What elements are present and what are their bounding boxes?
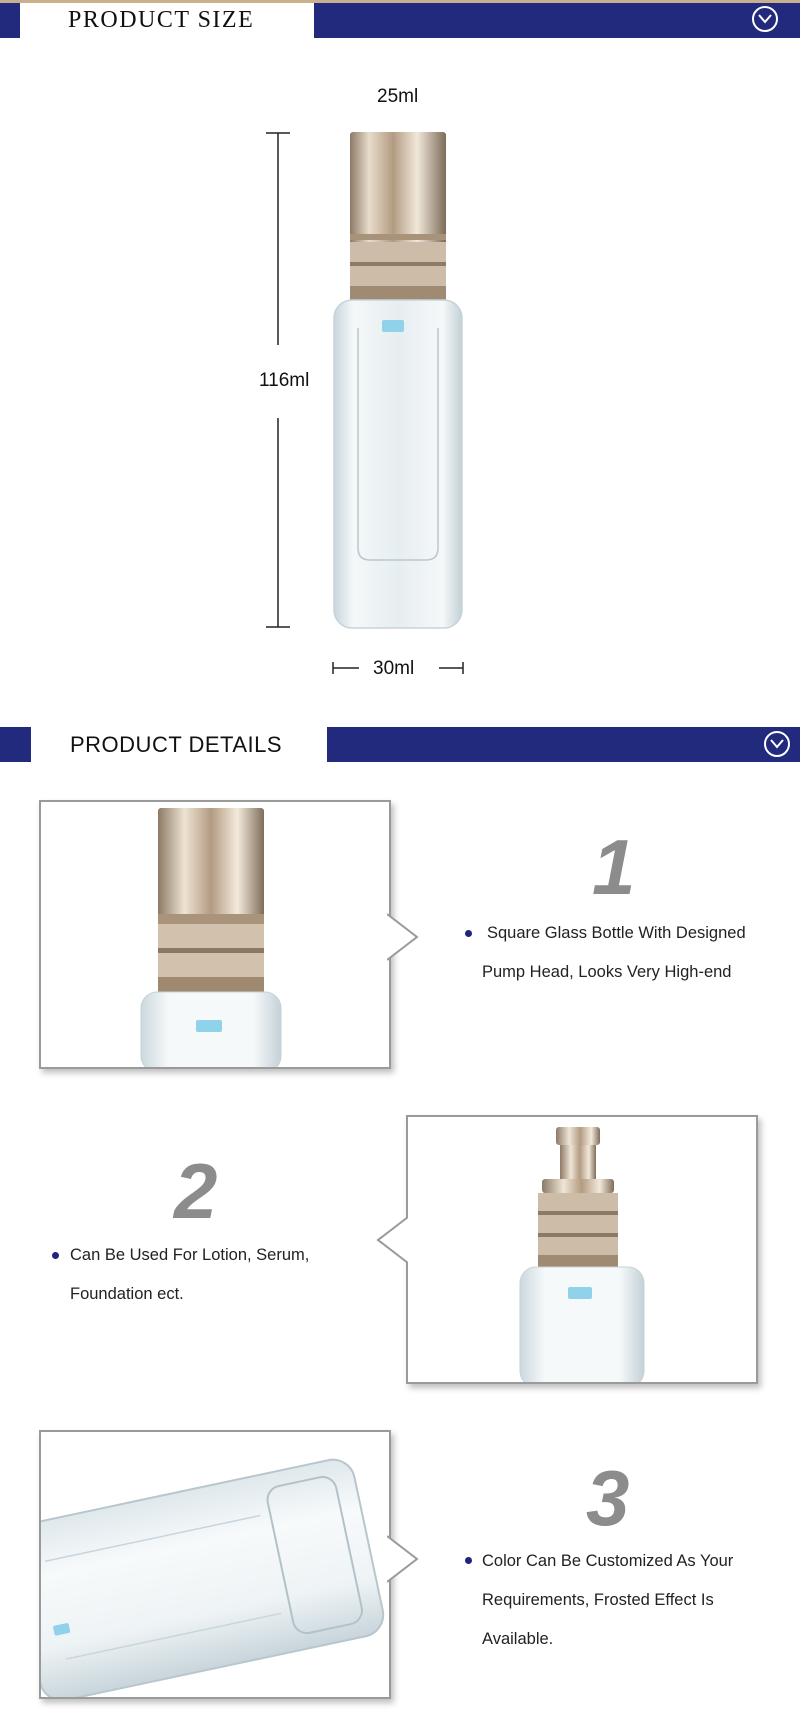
detail-image-frame-2 (406, 1115, 758, 1384)
detail-number-3: 3 (586, 1454, 630, 1542)
detail-text-1-line2: Pump Head, Looks Very High-end (482, 963, 732, 981)
product-size-header-label (20, 3, 314, 38)
detail-text-3-line3: Available. (482, 1630, 554, 1648)
chevron-down-circle-icon[interactable] (764, 731, 790, 757)
chevron-down-circle-icon[interactable] (752, 6, 778, 32)
width-label: 30ml (373, 658, 415, 679)
product-size-title: PRODUCT SIZE (68, 7, 255, 33)
detail-text-2-line1: Can Be Used For Lotion, Serum, (70, 1246, 310, 1264)
detail-text-3-line1: Color Can Be Customized As Your (482, 1552, 734, 1570)
capacity-label: 25ml (377, 86, 419, 107)
bottle-image (328, 128, 468, 633)
product-details-header-label (31, 727, 327, 762)
detail-image-frame-1 (39, 800, 391, 1069)
callout-notch-right (387, 912, 421, 962)
bullet-dot (465, 930, 472, 937)
detail-text-3-line2: Requirements, Frosted Effect Is (482, 1591, 714, 1609)
detail-text-2-line2: Foundation ect. (70, 1285, 184, 1303)
product-details-title: PRODUCT DETAILS (70, 731, 283, 757)
bullet-dot (465, 1557, 472, 1564)
detail-text-1-line1: Square Glass Bottle With Designed (487, 924, 746, 942)
bottle-top-closeup-image (41, 802, 389, 1067)
bottle-pump-closeup-image (408, 1117, 756, 1382)
detail-image-frame-3 (39, 1430, 391, 1699)
detail-number-1: 1 (592, 823, 636, 911)
bullet-dot (52, 1252, 59, 1259)
bottle-bottom-closeup-image (41, 1432, 389, 1697)
callout-notch-right (387, 1534, 421, 1584)
detail-number-2: 2 (174, 1147, 218, 1235)
callout-notch-left (374, 1215, 408, 1265)
height-label: 116ml (259, 370, 310, 391)
